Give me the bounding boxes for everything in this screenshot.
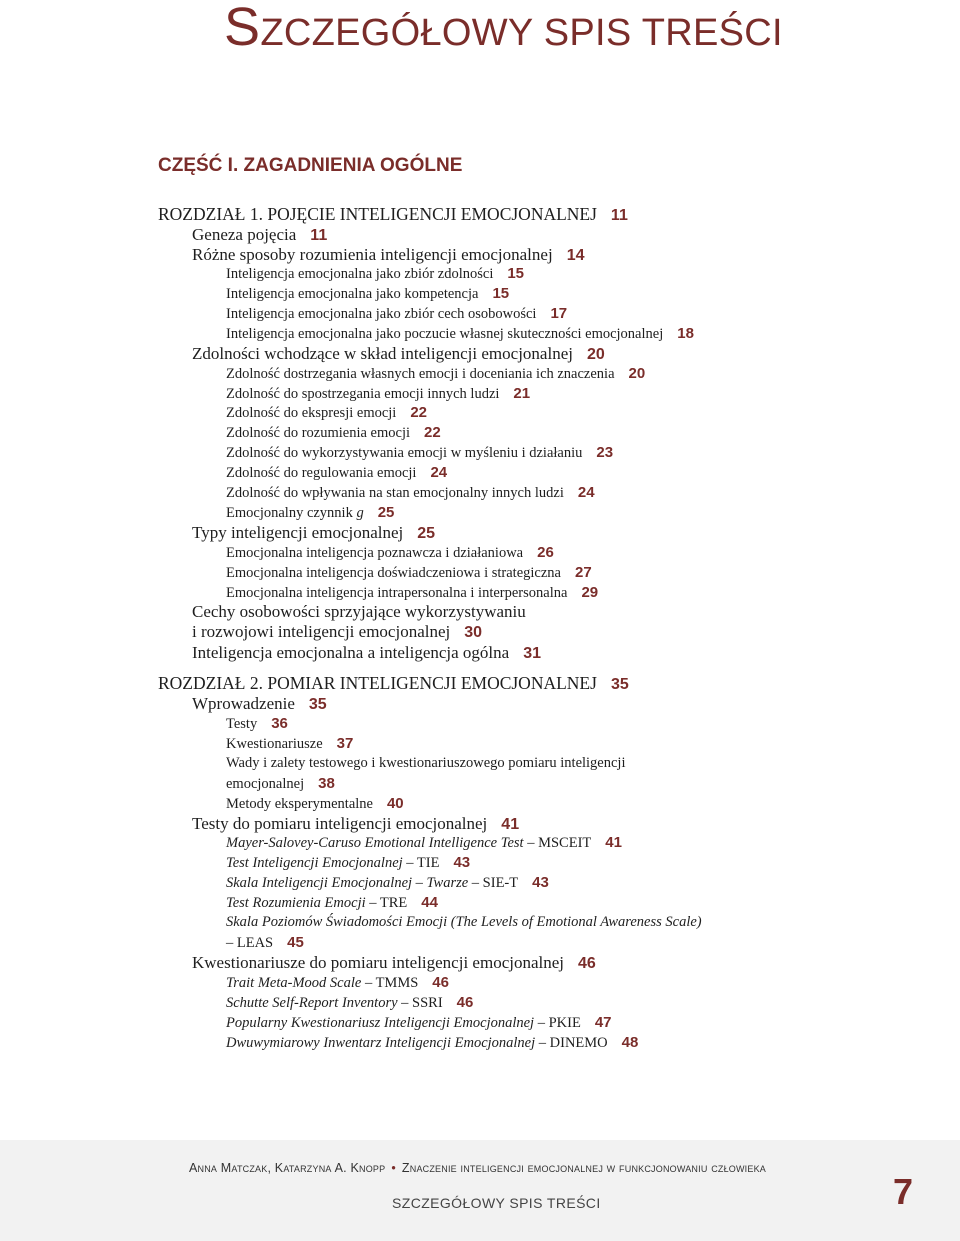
- page-ref: 18: [677, 325, 694, 342]
- page-ref: 11: [310, 227, 328, 244]
- toc-entry-subsection: Inteligencja emocjonalna jako zbiór cech osobowości 17: [226, 305, 568, 322]
- page-ref: 44: [421, 894, 438, 911]
- page-ref: 30: [464, 624, 483, 641]
- page-ref: 20: [628, 365, 646, 382]
- toc-entry-subsection: Inteligencja emocjonalna jako zbiór zdolności 15: [226, 265, 525, 282]
- toc-entry-section: Typy inteligencji emocjonalnej 25: [192, 523, 436, 542]
- page-ref: 24: [577, 484, 595, 501]
- toc-entry-subsection: Inteligencja emocjonalna jako kompetencja 15: [226, 285, 510, 302]
- toc-entry-section: Geneza pojęcia 11: [192, 225, 328, 244]
- page-ref: 43: [453, 854, 471, 871]
- page-ref: 31: [523, 645, 541, 662]
- toc-entry-subsection: emocjonalnej 38: [226, 775, 335, 792]
- toc-entry-section: Inteligencja emocjonalna a inteligencja ogólna 31: [192, 643, 541, 662]
- page-ref: 41: [605, 834, 622, 851]
- toc-entry-subsection: Trait Meta-Mood Scale – TMMS 46: [226, 974, 449, 991]
- toc-entry-subsection: Emocjonalna inteligencja doświadczeniowa i strategiczna 27: [226, 564, 592, 581]
- page-number: 7: [893, 1171, 914, 1212]
- page-ref: 22: [410, 404, 428, 421]
- page-ref: 25: [417, 525, 436, 542]
- toc-entry-subsection: Emocjonalna inteligencja poznawcza i działaniowa 26: [226, 544, 554, 561]
- bullet-separator-icon: •: [391, 1161, 396, 1175]
- toc-entry-subsection: – LEAS 45: [226, 934, 304, 951]
- title-initial: S: [224, 0, 261, 57]
- footer-authors: Anna Matczak, Katarzyna A. Knopp: [189, 1161, 386, 1175]
- page-ref: 14: [566, 247, 585, 264]
- part-heading: CZĘŚĆ I. ZAGADNIENIA OGÓLNE: [158, 155, 463, 176]
- toc-entry-subsection: Skala Poziomów Świadomości Emocji (The Levels of Emotional Awareness Scale): [226, 914, 702, 930]
- toc-entry-subsection: Testy 36: [226, 715, 288, 732]
- toc-entry-subsection: Inteligencja emocjonalna jako poczucie własnej skuteczności emocjonalnej 18: [226, 325, 694, 342]
- page-ref: 15: [492, 285, 510, 302]
- toc-entry-chapter: ROZDZIAŁ 1. POJĘCIE INTELIGENCJI EMOCJONALNEJ 11: [158, 204, 628, 224]
- toc-entry-section: Zdolności wchodzące w skład inteligencji emocjonalnej 20: [192, 344, 605, 363]
- page-ref: 15: [507, 265, 525, 282]
- page-ref: 35: [610, 676, 629, 693]
- page-ref: 22: [424, 424, 441, 441]
- toc-entry-section: Testy do pomiaru inteligencji emocjonalnej 41: [192, 814, 520, 833]
- page-ref: 36: [271, 715, 288, 732]
- page-ref: 26: [537, 544, 554, 561]
- page-ref: 40: [386, 795, 404, 812]
- toc-entry-subsection: Zdolność do regulowania emocji 24: [226, 464, 448, 481]
- page-ref: 38: [318, 775, 335, 792]
- footer-running-head: [189, 1161, 766, 1175]
- toc-entry-subsection: Mayer-Salovey-Caruso Emotional Intelligence Test – MSCEIT 41: [226, 834, 622, 851]
- toc-entry-subsection: Metody eksperymentalne 40: [226, 795, 404, 812]
- page-ref: 41: [501, 816, 520, 833]
- toc-entry-subsection: Zdolność do spostrzegania emocji innych ludzi 21: [226, 385, 531, 402]
- toc-entry-subsection: Wady i zalety testowego i kwestionariuszowego pomiaru inteligencji: [226, 755, 626, 771]
- toc-entry-section: i rozwojowi inteligencji emocjonalnej 30: [192, 622, 483, 641]
- page-ref: 48: [621, 1034, 639, 1051]
- page-ref: 37: [336, 735, 354, 752]
- toc-entry-section: Wprowadzenie 35: [192, 694, 327, 713]
- toc-entry-subsection: Test Inteligencji Emocjonalnej – TIE 43: [226, 854, 471, 871]
- toc-entry-subsection: Zdolność dostrzegania własnych emocji i doceniania ich znaczenia 20: [226, 365, 646, 382]
- page-ref: 24: [430, 464, 448, 481]
- page-title: [224, 0, 783, 58]
- page-ref: 47: [594, 1014, 612, 1031]
- toc-entry-subsection: Skala Inteligencji Emocjonalnej – Twarze – SIE-T 43: [226, 874, 549, 891]
- page-ref: 45: [287, 934, 304, 951]
- toc-entry-section: Kwestionariusze do pomiaru inteligencji emocjonalnej 46: [192, 953, 596, 972]
- toc-entry-chapter: ROZDZIAŁ 2. POMIAR INTELIGENCJI EMOCJONALNEJ 35: [158, 673, 629, 693]
- toc-entry-section: Różne sposoby rozumienia inteligencji emocjonalnej 14: [192, 245, 585, 264]
- title-rest: ZCZEGÓŁOWY SPIS TREŚCI: [260, 12, 783, 54]
- page-ref: 35: [308, 696, 327, 713]
- toc-entry-subsection: Dwuwymiarowy Inwentarz Inteligencji Emocjonalnej – DINEMO 48: [226, 1034, 639, 1051]
- toc-entry-subsection: Schutte Self-Report Inventory – SSRI 46: [226, 994, 474, 1011]
- toc-entry-subsection: Kwestionariusze 37: [226, 735, 354, 752]
- page-ref: 25: [377, 504, 395, 521]
- toc-entry-subsection: Zdolność do wykorzystywania emocji w myśleniu i działaniu 23: [226, 444, 614, 461]
- footer-book-title: Znaczenie inteligencji emocjonalnej w funkcjonowaniu człowieka: [401, 1161, 766, 1175]
- page-ref: 11: [610, 207, 628, 224]
- toc-entry-subsection: Emocjonalna inteligencja intrapersonalna i interpersonalna 29: [226, 584, 599, 601]
- page-ref: 46: [456, 994, 474, 1011]
- page-ref: 46: [432, 974, 449, 991]
- page-ref: 20: [586, 346, 605, 363]
- toc-entry-subsection: Zdolność do rozumienia emocji 22: [226, 424, 441, 441]
- page-ref: 29: [581, 584, 599, 601]
- toc-entry-section: Cechy osobowości sprzyjające wykorzystywaniu: [192, 602, 526, 621]
- toc-entry-subsection: Test Rozumienia Emocji – TRE 44: [226, 894, 438, 911]
- footer-section-title: SZCZEGÓŁOWY SPIS TREŚCI: [392, 1195, 601, 1211]
- page-ref: 43: [532, 874, 549, 891]
- toc-entry-subsection: Zdolność do wpływania na stan emocjonalny innych ludzi 24: [226, 484, 595, 501]
- page-ref: 21: [513, 385, 531, 402]
- page-ref: 27: [574, 564, 592, 581]
- page-ref: 23: [596, 444, 614, 461]
- page-ref: 17: [550, 305, 568, 322]
- page-footer: [0, 1140, 960, 1241]
- toc-entry-subsection: Zdolność do ekspresji emocji 22: [226, 404, 428, 421]
- toc-entry-subsection: Emocjonalny czynnik g 25: [226, 504, 395, 521]
- toc-entry-subsection: Popularny Kwestionariusz Inteligencji Emocjonalnej – PKIE 47: [226, 1014, 612, 1031]
- page-ref: 46: [578, 955, 596, 972]
